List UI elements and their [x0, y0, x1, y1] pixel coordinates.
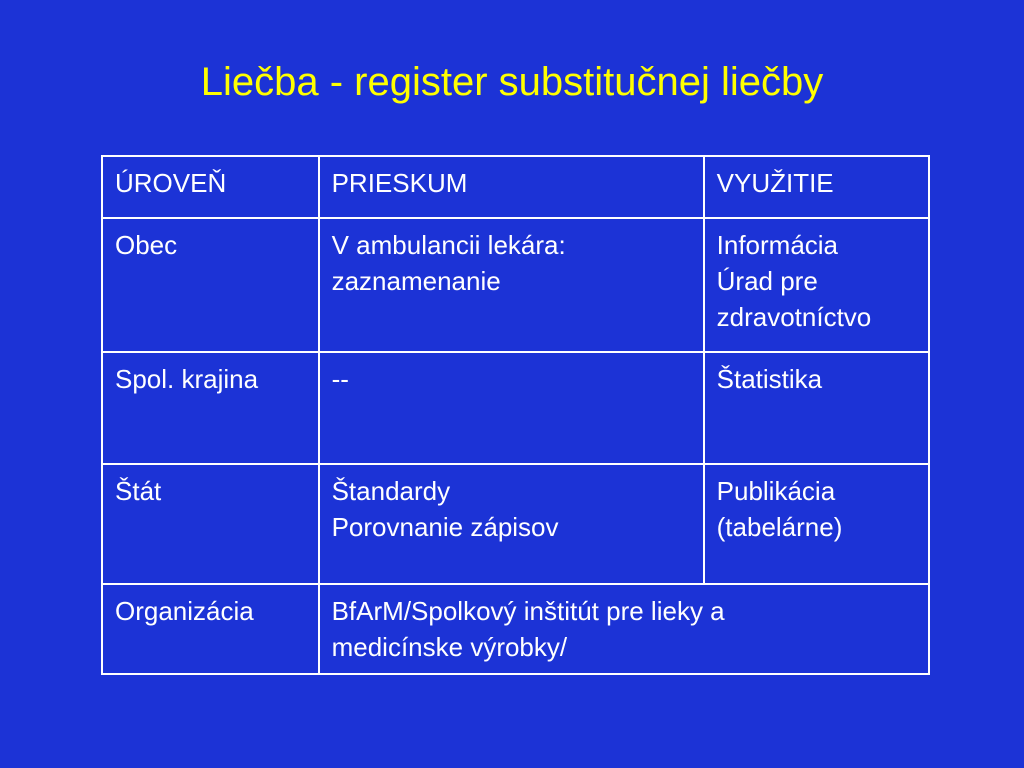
row-usage-cell	[704, 464, 929, 584]
register-table	[101, 155, 930, 675]
cell-line: (tabelárne)	[716, 512, 843, 542]
cell-line: Porovnanie zápisov	[331, 512, 559, 542]
row-level-cell: Obec	[102, 218, 319, 352]
table-row-organization	[102, 584, 929, 674]
cell-line: Štandardy	[331, 476, 451, 506]
row-level-cell: Štát	[102, 464, 319, 584]
table-row	[102, 218, 929, 352]
row-usage-cell	[704, 218, 929, 352]
row-survey-cell	[319, 218, 704, 352]
table-row	[102, 352, 929, 464]
header-cell-level: ÚROVEŇ	[102, 156, 319, 218]
cell-line: zaznamenanie	[331, 266, 501, 296]
cell-line: Štatistika	[716, 364, 823, 394]
cell-line: BfArM/Spolkový inštitút pre lieky a	[331, 596, 725, 626]
cell-line: Publikácia	[716, 476, 836, 506]
table-row	[102, 464, 929, 584]
table-header-row	[102, 156, 929, 218]
row-usage-cell	[704, 352, 929, 464]
org-level-cell: Organizácia	[102, 584, 319, 674]
header-cell-survey: PRIESKUM	[319, 156, 704, 218]
cell-line: Informácia	[716, 230, 839, 260]
cell-line: --	[331, 364, 349, 394]
header-cell-usage: VYUŽITIE	[704, 156, 929, 218]
slide-title: Liečba - register substitučnej liečby	[200, 60, 824, 104]
cell-line: Úrad pre	[716, 266, 818, 296]
cell-line: V ambulancii lekára:	[331, 230, 566, 260]
row-level-cell: Spol. krajina	[102, 352, 319, 464]
row-survey-cell	[319, 352, 704, 464]
cell-line: zdravotníctvo	[716, 302, 872, 332]
row-survey-cell	[319, 464, 704, 584]
org-text-cell	[319, 584, 929, 674]
cell-line: medicínske výrobky/	[331, 632, 568, 662]
